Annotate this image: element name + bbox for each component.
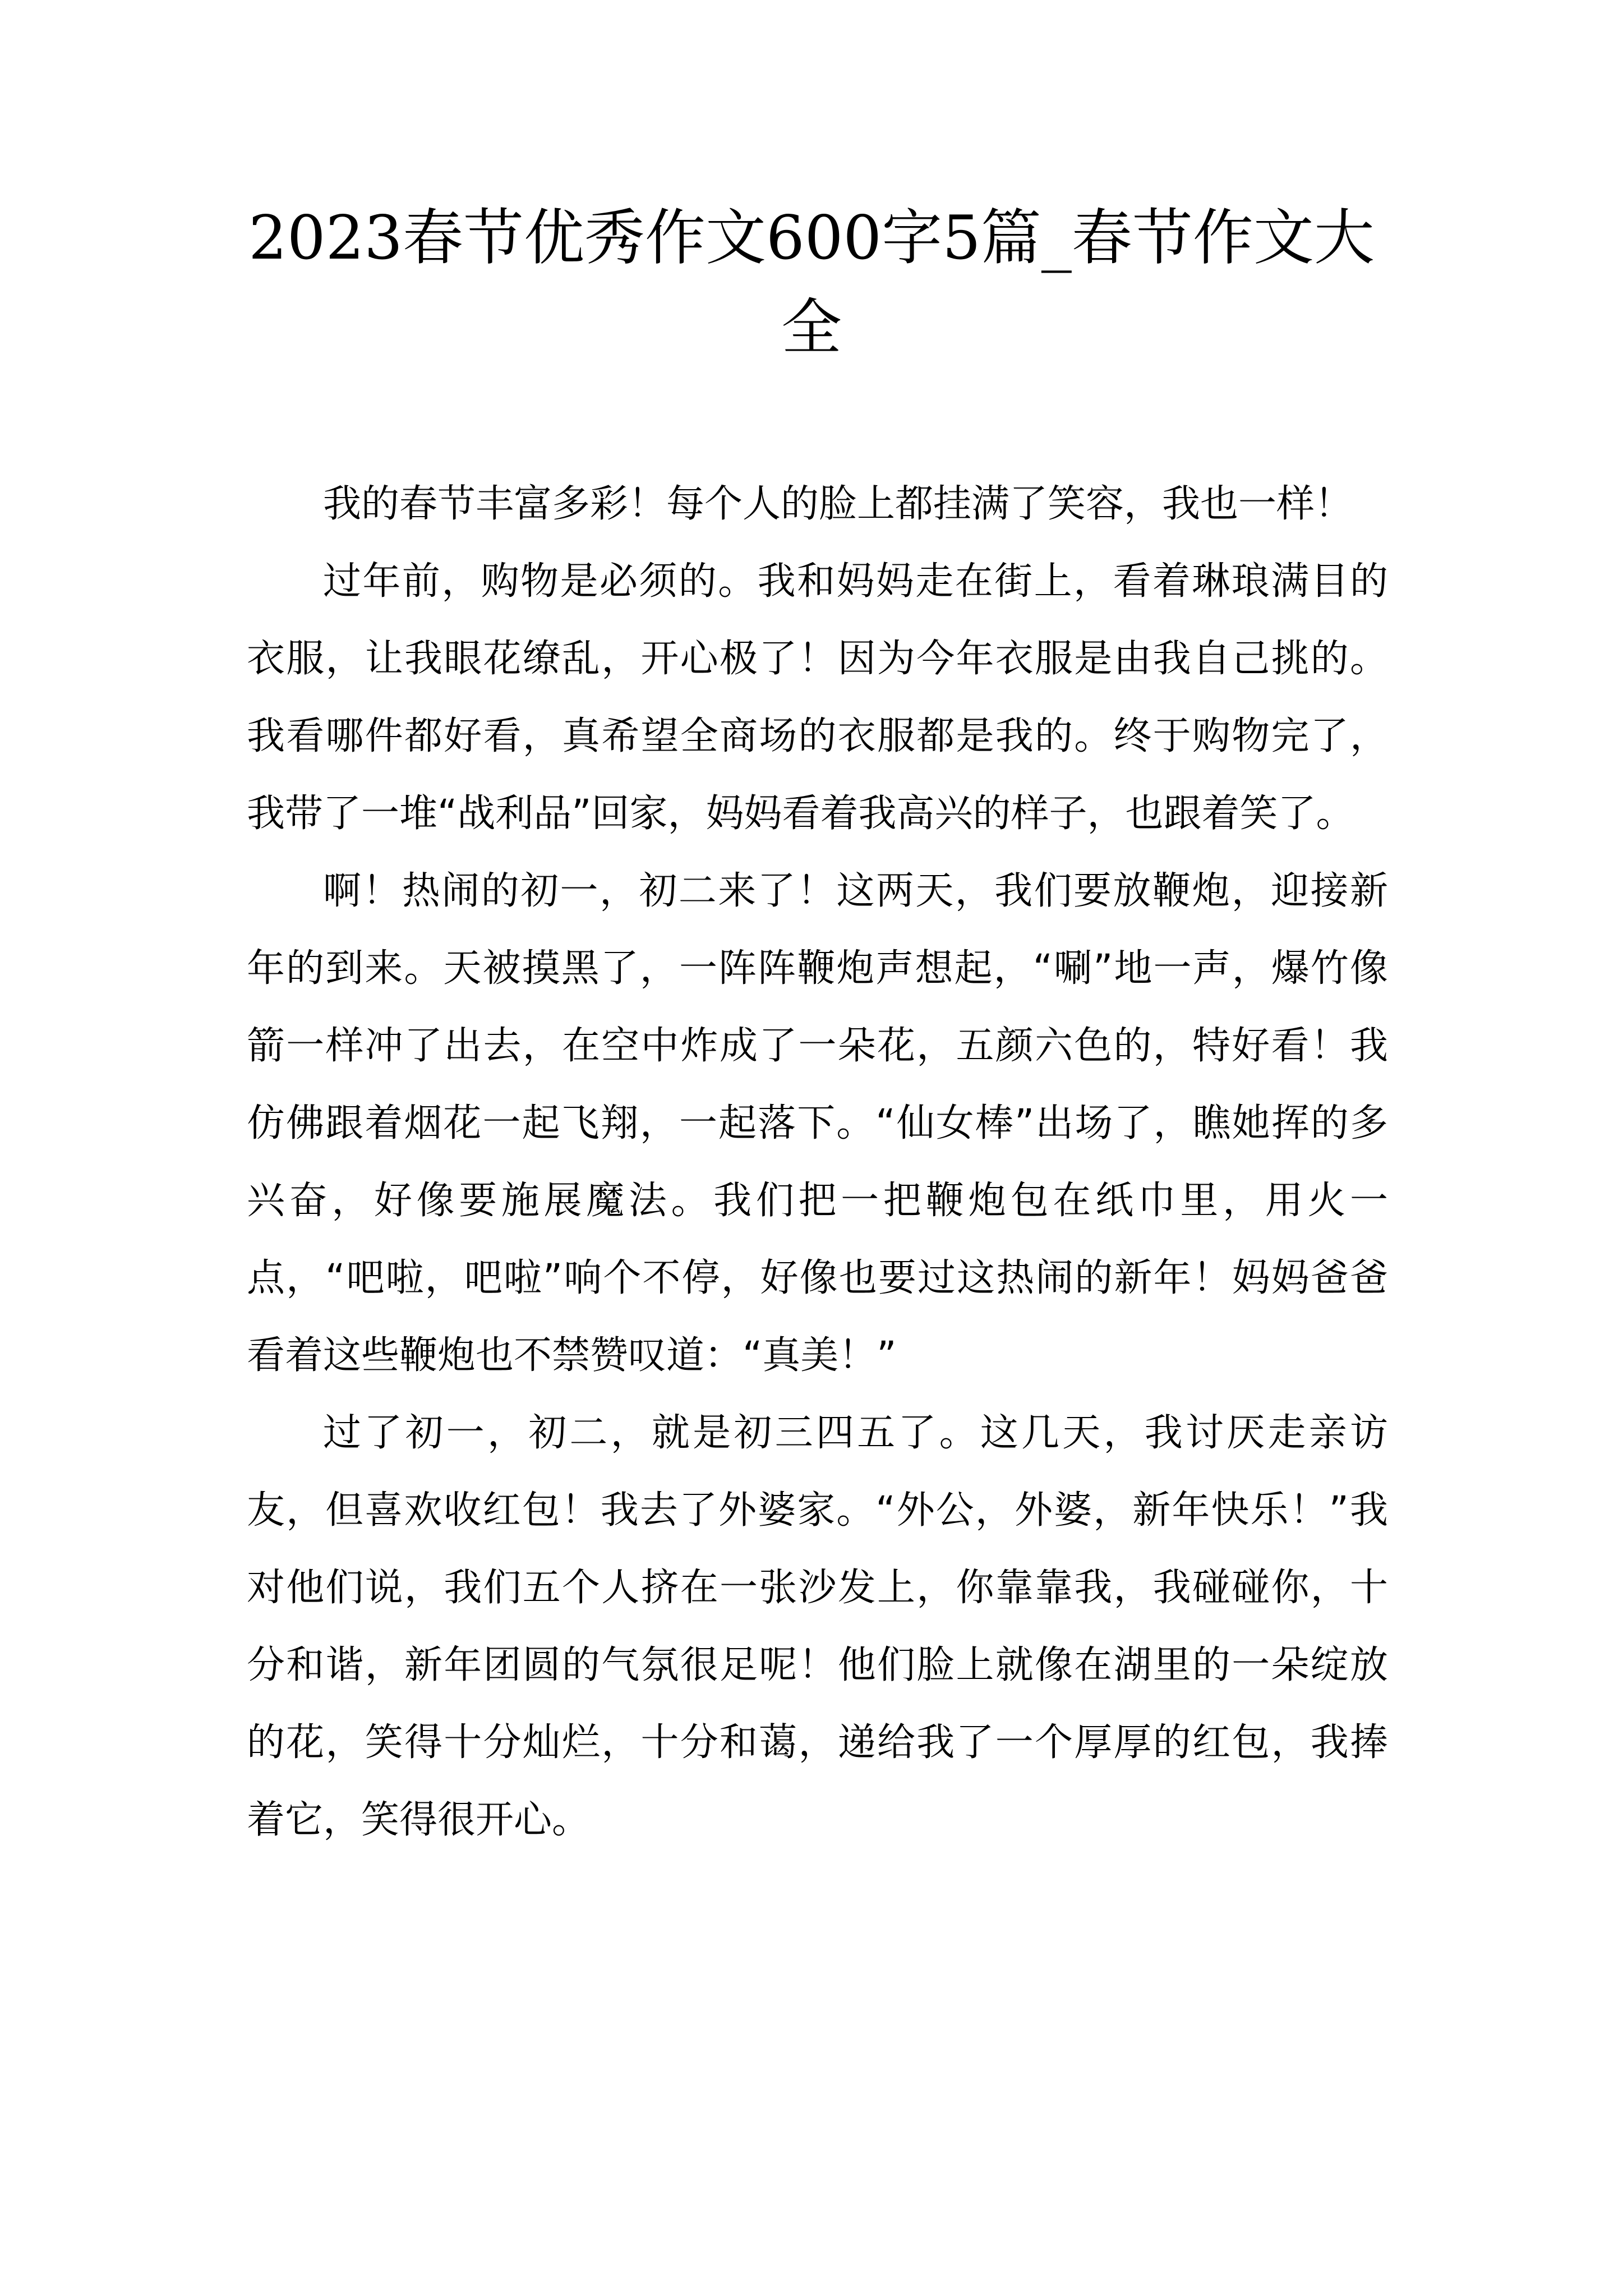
document-body xyxy=(247,466,1388,1859)
paragraph: 过年前，购物是必须的。我和妈妈走在街上，看着琳琅满目的衣服，让我眼花缭乱，开心极了！因为今年衣服是由我自己挑的。我看哪件都好看，真希望全商场的衣服都是我的。终于购物完了，我带了一堆“战利品”回家，妈妈看着我高兴的样子，也跟着笑了。 xyxy=(247,559,1388,836)
document-title: 2023春节优秀作文600字5篇_春节作文大全 xyxy=(248,203,1375,363)
paragraph: 过了初一，初二，就是初三四五了。这几天，我讨厌走亲访友，但喜欢收红包！我去了外婆家。“外公，外婆，新年快乐！”我对他们说，我们五个人挤在一张沙发上，你靠靠我，我碰碰你，十分和谐，新年团圆的气氛很足呢！他们脸上就像在湖里的一朵绽放的花，笑得十分灿烂，十分和蔼，递给我了一个厚厚的红包，我捧着它，笑得很开心。 xyxy=(247,1411,1388,1842)
paragraph: 我的春节丰富多彩！每个人的脸上都挂满了笑容，我也一样！ xyxy=(323,482,1353,526)
paragraph: 啊！热闹的初一，初二来了！这两天，我们要放鞭炮，迎接新年的到来。天被摸黑了，一阵阵鞭炮声想起，“唰”地一声，爆竹像箭一样冲了出去，在空中炸成了一朵花，五颜六色的，特好看！我仿佛跟着烟花一起飞翔，一起落下。“仙女棒”出场了，瞧她挥的多兴奋，好像要施展魔法。我们把一把鞭炮包在纸巾里，用火一点，“吧啦，吧啦”响个不停，好像也要过这热闹的新年！妈妈爸爸看着这些鞭炮也不禁赞叹道：“真美！” xyxy=(247,869,1388,1378)
